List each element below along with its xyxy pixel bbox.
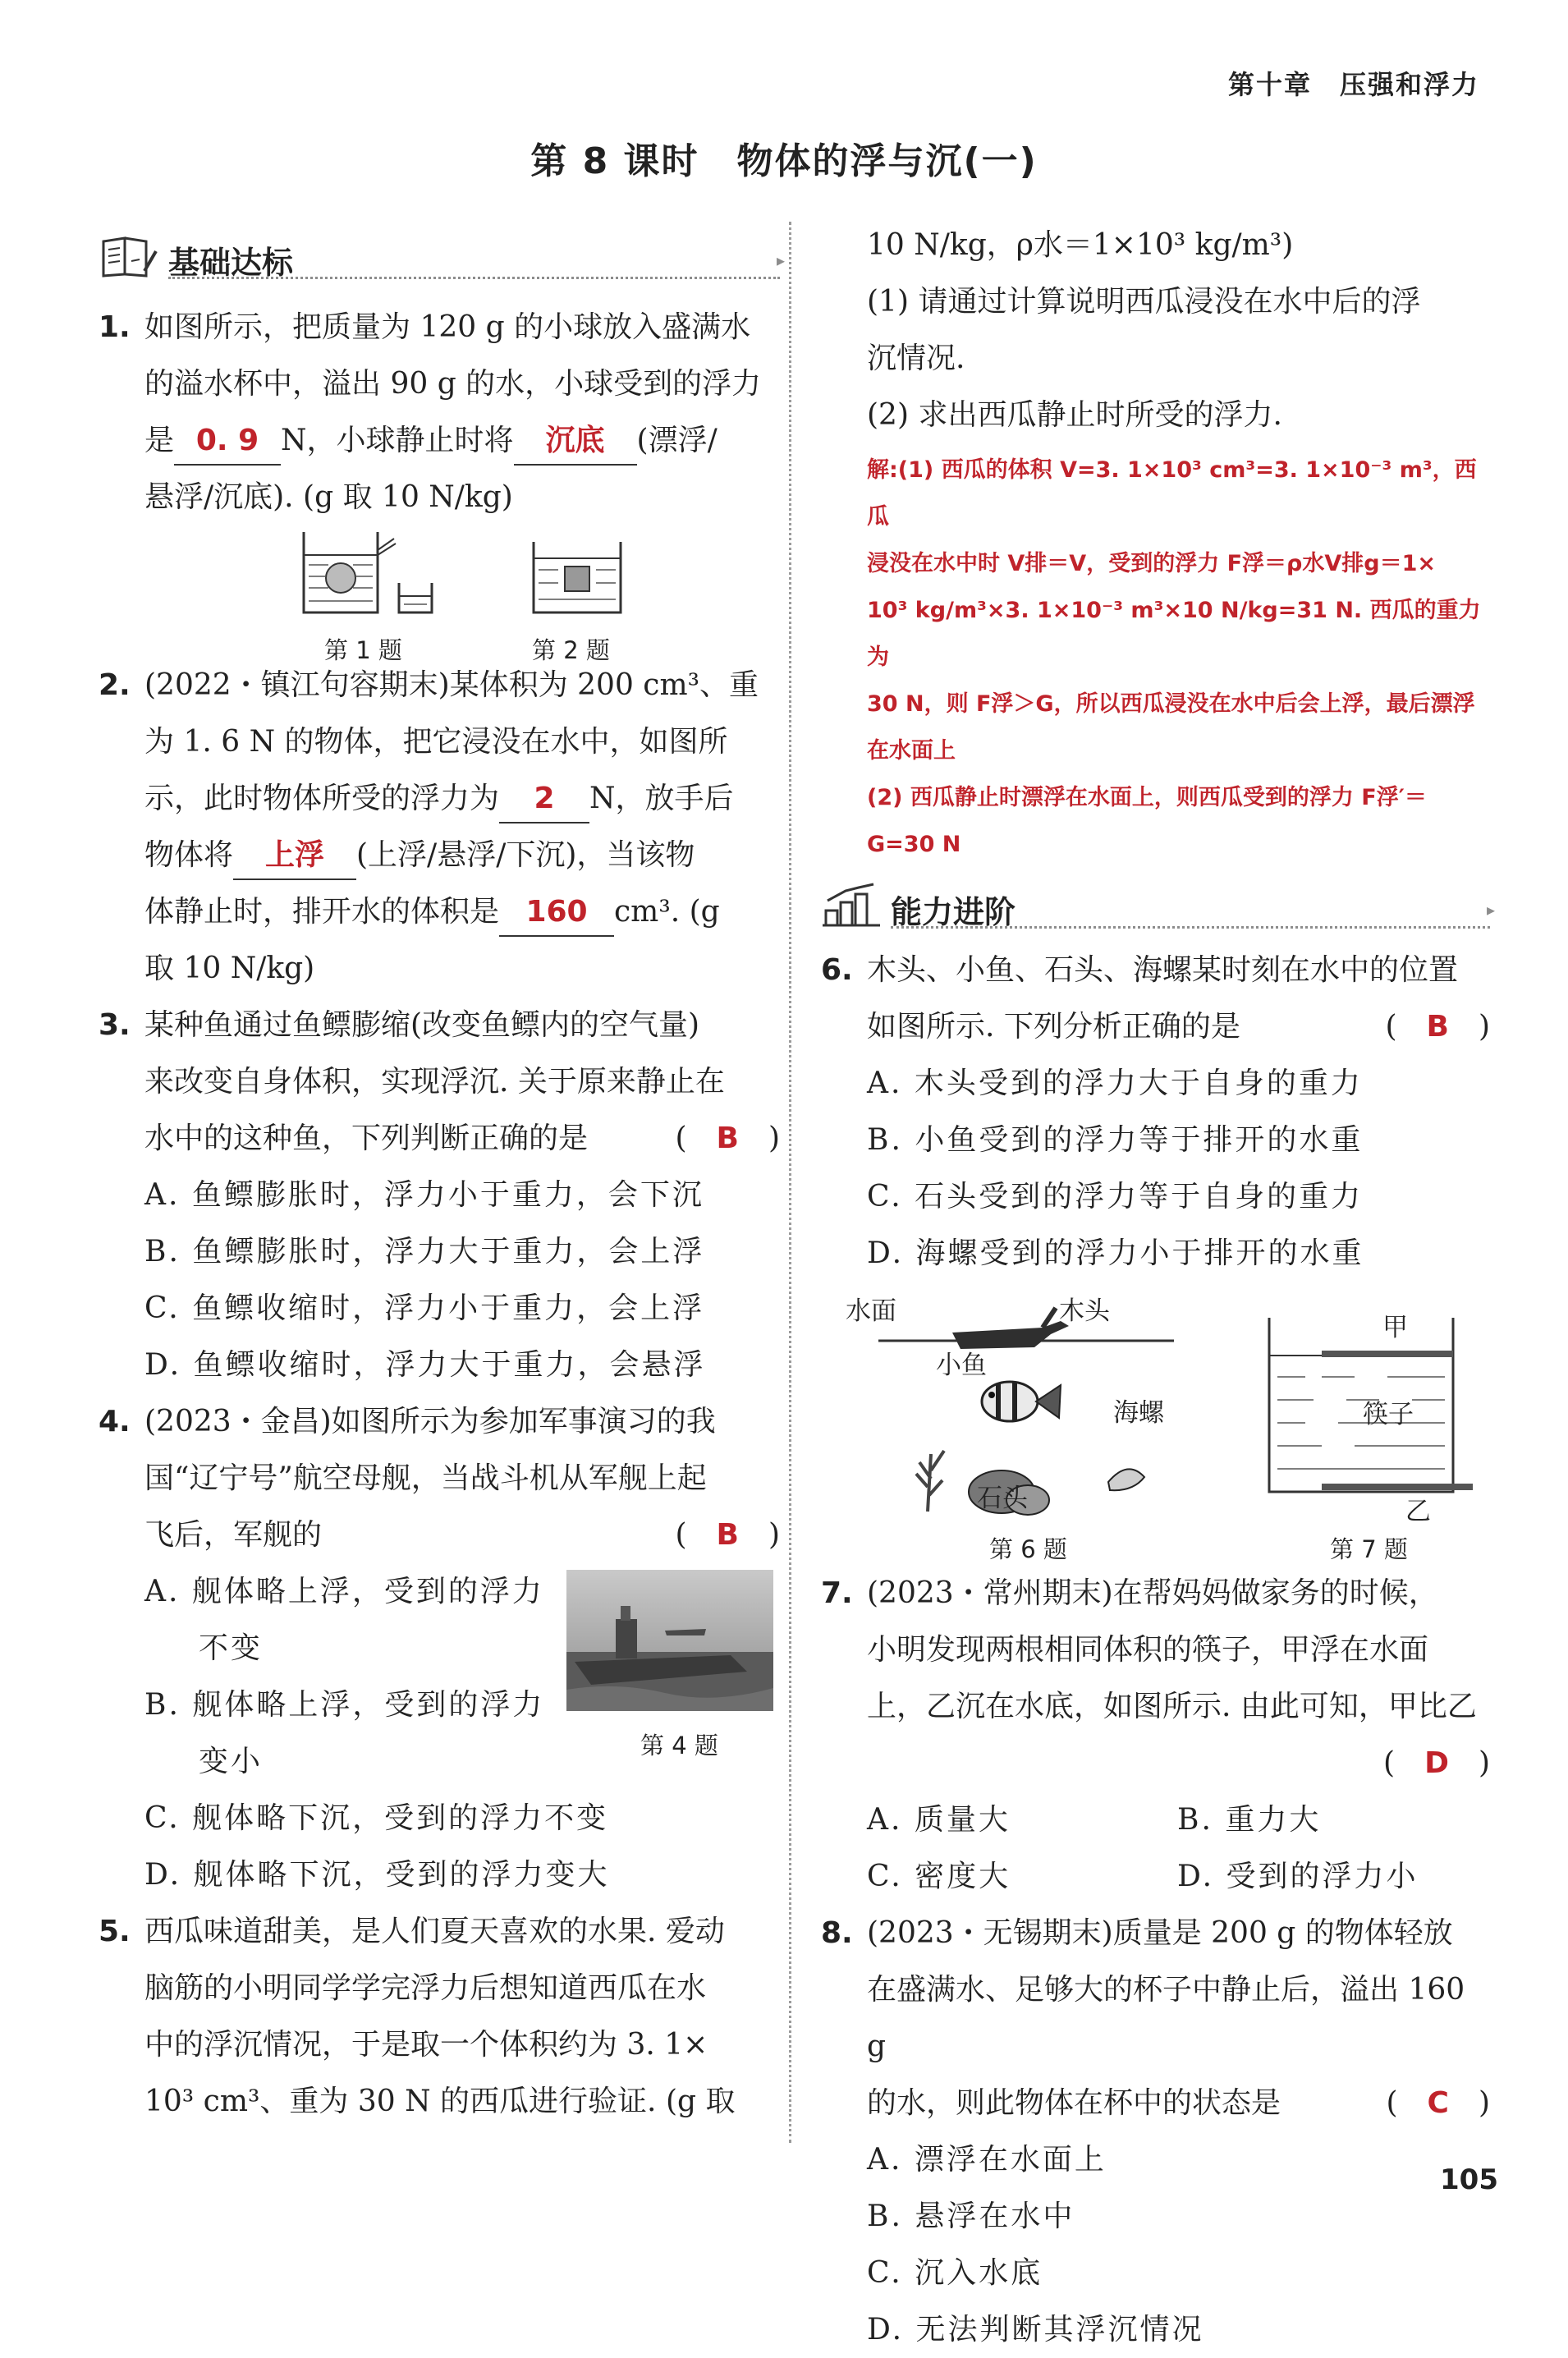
choice-answer: B (1426, 1010, 1449, 1044)
option-b: B. 小鱼受到的浮力等于排开的水重 (867, 1123, 1364, 1157)
solution (867, 447, 1490, 868)
answer-blank: 0. 9 (174, 418, 281, 466)
option-d: D. 舰体略下沉，受到的浮力变大 (144, 1858, 610, 1892)
left-column (99, 232, 785, 2130)
question-text: 悬浮/沉底). (g 取 10 N/kg) (144, 480, 513, 514)
label-chopstick-a: 甲 (1382, 1313, 1408, 1342)
question-text (144, 1507, 780, 1563)
arrow-icon: ▸ (1486, 900, 1495, 920)
question-text: 的溢水杯中，溢出 90 g 的水，小球受到的浮力 (144, 367, 762, 401)
options-row (821, 1791, 1490, 1848)
section-underline (891, 926, 1490, 929)
option-d: D. 受到的浮力小 (1177, 1860, 1419, 1893)
text: 飞后，军舰的 (144, 1518, 323, 1552)
section-advanced (821, 881, 1495, 930)
text: (漂浮/ (636, 424, 718, 457)
text: 的水，则此物体在杯中的状态是 (867, 2086, 1281, 2120)
question-text: 小明发现两根相同体积的筷子，甲浮在水面 (867, 1633, 1429, 1667)
option-c: C. 密度大 (867, 1860, 1011, 1893)
option-a: A. 木头受到的浮力大于自身的重力 (867, 1067, 1363, 1100)
question-8 (821, 1905, 1490, 2131)
question-text (144, 827, 780, 883)
option-d: D. 鱼鳔收缩时，浮力大于重力，会悬浮 (144, 1348, 706, 1382)
question-2 (99, 657, 780, 997)
option-a-cont: 不变 (199, 1631, 264, 1665)
solution-line: 浸没在水中时 V排＝V，受到的浮力 F浮＝ρ水V排g＝1× (867, 551, 1436, 576)
question-number: 1. (99, 310, 131, 344)
section-title: 能力进阶 (891, 894, 1016, 930)
answer-paren: ( D ) (1383, 1746, 1490, 1780)
answer-blank: 沉底 (514, 418, 637, 466)
answer-paren: ( B ) (675, 1518, 780, 1552)
text: 是 (144, 424, 175, 457)
option-d: D. 无法判断其浮沉情况 (867, 2313, 1204, 2347)
answer-blank: 2 (499, 776, 589, 823)
choice-answer: C (1427, 2086, 1449, 2120)
question-5 (99, 1903, 780, 2130)
answer-blank: 160 (499, 889, 614, 937)
option-d: D. 海螺受到的浮力小于排开的水重 (867, 1236, 1364, 1270)
text: N，小球静止时将 (281, 424, 514, 457)
option-b: B. 悬浮在水中 (867, 2200, 1075, 2233)
submerged-block-diagram (525, 530, 632, 619)
label-chopstick-b: 乙 (1405, 1497, 1431, 1526)
solution-line: 10³ kg/m³×3. 1×10⁻³ m³×10 N/kg=31 N. 西瓜的重力为 (867, 598, 1481, 670)
right-column (821, 217, 1495, 2358)
label-stone: 石头 (977, 1484, 1028, 1513)
answer-paren: ( C ) (1386, 2086, 1490, 2120)
option-a: A. 鱼鳔膨胀时，浮力小于重力，会下沉 (144, 1178, 704, 1212)
text: 水中的这种鱼，下列判断正确的是 (144, 1122, 589, 1155)
question-6 (821, 942, 1490, 1055)
question-5-cont (821, 217, 1490, 868)
option-b: B. 舰体略上浮，受到的浮力 (144, 1688, 545, 1722)
question-text: (2022・镇江句容期末)某体积为 200 cm³、重 (144, 668, 759, 702)
question-text: 10 N/kg，ρ水＝1×10³ kg/m³) (867, 228, 1294, 262)
question-text: (2023・无锡期末)质量是 200 g 的物体轻放 (867, 1916, 1453, 1950)
question-text: 西瓜味道甜美，是人们夏天喜欢的水果. 爱动 (144, 1915, 725, 1948)
question-text: 中的浮沉情况，于是取一个体积约为 3. 1× (144, 2028, 708, 2062)
text: cm³. (g (614, 895, 720, 929)
question-text: 木头、小鱼、石头、海螺某时刻在水中的位置 (867, 953, 1459, 987)
choice-answer: B (716, 1122, 739, 1155)
solution-line: 在水面上 (867, 738, 956, 764)
section-title: 基础达标 (168, 245, 294, 281)
label-water-surface: 水面 (846, 1296, 896, 1326)
section-basic (99, 232, 785, 281)
solution-line: 30 N，则 F浮＞G，所以西瓜浸没在水中后会上浮，最后漂浮 (867, 691, 1475, 717)
question-number: 3. (99, 1008, 131, 1042)
figure-caption: 第 4 题 (640, 1732, 718, 1759)
question-3 (99, 997, 780, 1167)
option-c: C. 沉入水底 (867, 2256, 1043, 2290)
question-text: (2023・金昌)如图所示为参加军事演习的我 (144, 1405, 716, 1438)
solution-line: G=30 N (867, 832, 961, 857)
question-text: 在盛满水、足够大的杯子中静止后，溢出 160 g (867, 1973, 1465, 2063)
page-number: 105 (1440, 2163, 1498, 2196)
question-number: 8. (821, 1916, 853, 1950)
text: (上浮/悬浮/下沉)，当该物 (356, 838, 695, 872)
figure-6-7 (821, 1282, 1490, 1565)
question-text: 上，乙沉在水底，如图所示. 由此可知，甲比乙 (867, 1690, 1477, 1723)
question-text: 脑筋的小明同学学完浮力后想知道西瓜在水 (144, 1971, 707, 2005)
label-wood: 木头 (1059, 1296, 1110, 1326)
question-text: 10³ cm³、重为 30 N 的西瓜进行验证. (g 取 (144, 2085, 736, 2118)
question-text (144, 1110, 780, 1167)
question-number: 4. (99, 1405, 131, 1438)
arrow-icon: ▸ (776, 250, 785, 270)
text: 如图所示. 下列分析正确的是 (867, 1010, 1240, 1044)
overflow-cup-diagram (296, 530, 443, 619)
question-text (867, 1735, 1490, 1791)
figure-caption: 第 6 题 (989, 1535, 1067, 1563)
chapter-header: 第十章 压强和浮力 (1227, 69, 1479, 100)
option-b: B. 重力大 (1177, 1803, 1322, 1837)
book-icon (99, 232, 159, 279)
question-number: 5. (99, 1915, 131, 1948)
question-7 (821, 1565, 1490, 1791)
sub-question: 沉情况. (867, 342, 965, 375)
question-text: 取 10 N/kg) (144, 952, 315, 985)
figure-caption: 第 7 题 (1330, 1535, 1408, 1563)
aircraft-carrier-photo (566, 1570, 773, 1711)
option-a: A. 舰体略上浮，受到的浮力 (144, 1575, 544, 1608)
question-text: 国“辽宁号”航空母舰，当战斗机从军舰上起 (144, 1461, 707, 1495)
question-number: 7. (821, 1576, 853, 1610)
sub-question: (1) 请通过计算说明西瓜浸没在水中后的浮 (867, 285, 1421, 319)
option-c: C. 鱼鳔收缩时，浮力小于重力，会上浮 (144, 1291, 705, 1325)
question-text: 某种鱼通过鱼鳔膨缩(改变鱼鳔内的空气量) (144, 1008, 700, 1042)
label-snail: 海螺 (1113, 1398, 1164, 1428)
section-underline (168, 277, 780, 279)
answer-blank: 上浮 (233, 833, 356, 880)
sub-question: (2) 求出西瓜静止时所受的浮力. (867, 398, 1282, 432)
figure-1-2 (99, 525, 780, 664)
question-number: 2. (99, 668, 131, 702)
question-number: 6. (821, 953, 853, 987)
text: N，放手后 (589, 782, 734, 815)
option-a: A. 漂浮在水面上 (867, 2143, 1107, 2177)
option-c: C. 石头受到的浮力等于自身的重力 (867, 1180, 1364, 1213)
option-a: A. 质量大 (867, 1803, 1011, 1837)
figure-caption: 第 1 题 (324, 636, 402, 664)
text: 示，此时物体所受的浮力为 (144, 782, 500, 815)
label-chopsticks: 筷子 (1363, 1400, 1414, 1429)
choice-answer: D (1424, 1746, 1449, 1780)
question-text: 如图所示，把质量为 120 g 的小球放入盛满水 (144, 310, 751, 344)
option-b: B. 鱼鳔膨胀时，浮力大于重力，会上浮 (144, 1235, 705, 1268)
question-4-options (99, 1563, 780, 1790)
chart-steps-icon (821, 881, 882, 929)
choice-answer: B (716, 1518, 739, 1552)
figure-caption: 第 2 题 (532, 636, 610, 664)
options-row (821, 1848, 1490, 1905)
option-c: C. 舰体略下沉，受到的浮力不变 (144, 1801, 609, 1835)
question-text: 来改变自身体积，实现浮沉. 关于原来静止在 (144, 1065, 725, 1099)
question-text (144, 412, 780, 469)
page-title: 第 8 课时 物体的浮与沉(一) (530, 140, 1038, 182)
text: 物体将 (144, 838, 234, 872)
question-text: 为 1. 6 N 的物体，把它浸没在水中，如图所 (144, 725, 728, 759)
question-text (144, 770, 780, 827)
answer-paren: ( B ) (675, 1122, 780, 1155)
question-1 (99, 299, 780, 525)
column-divider (789, 222, 791, 2143)
solution-line: (2) 西瓜静止时漂浮在水面上，则西瓜受到的浮力 F浮′＝ (867, 785, 1427, 810)
text: 体静止时，排开水的体积是 (144, 895, 500, 929)
answer-paren: ( B ) (1385, 1010, 1490, 1044)
question-text (144, 883, 780, 940)
option-b-cont: 变小 (199, 1745, 264, 1778)
question-4 (99, 1393, 780, 1563)
solution-line: 解:(1) 西瓜的体积 V=3. 1×10³ cm³=3. 1×10⁻³ m³，西瓜 (867, 457, 1477, 530)
question-text: (2023・常州期末)在帮妈妈做家务的时候， (867, 1576, 1438, 1610)
question-text (867, 2075, 1490, 2131)
label-fish: 小鱼 (936, 1351, 987, 1380)
question-text (867, 998, 1490, 1055)
